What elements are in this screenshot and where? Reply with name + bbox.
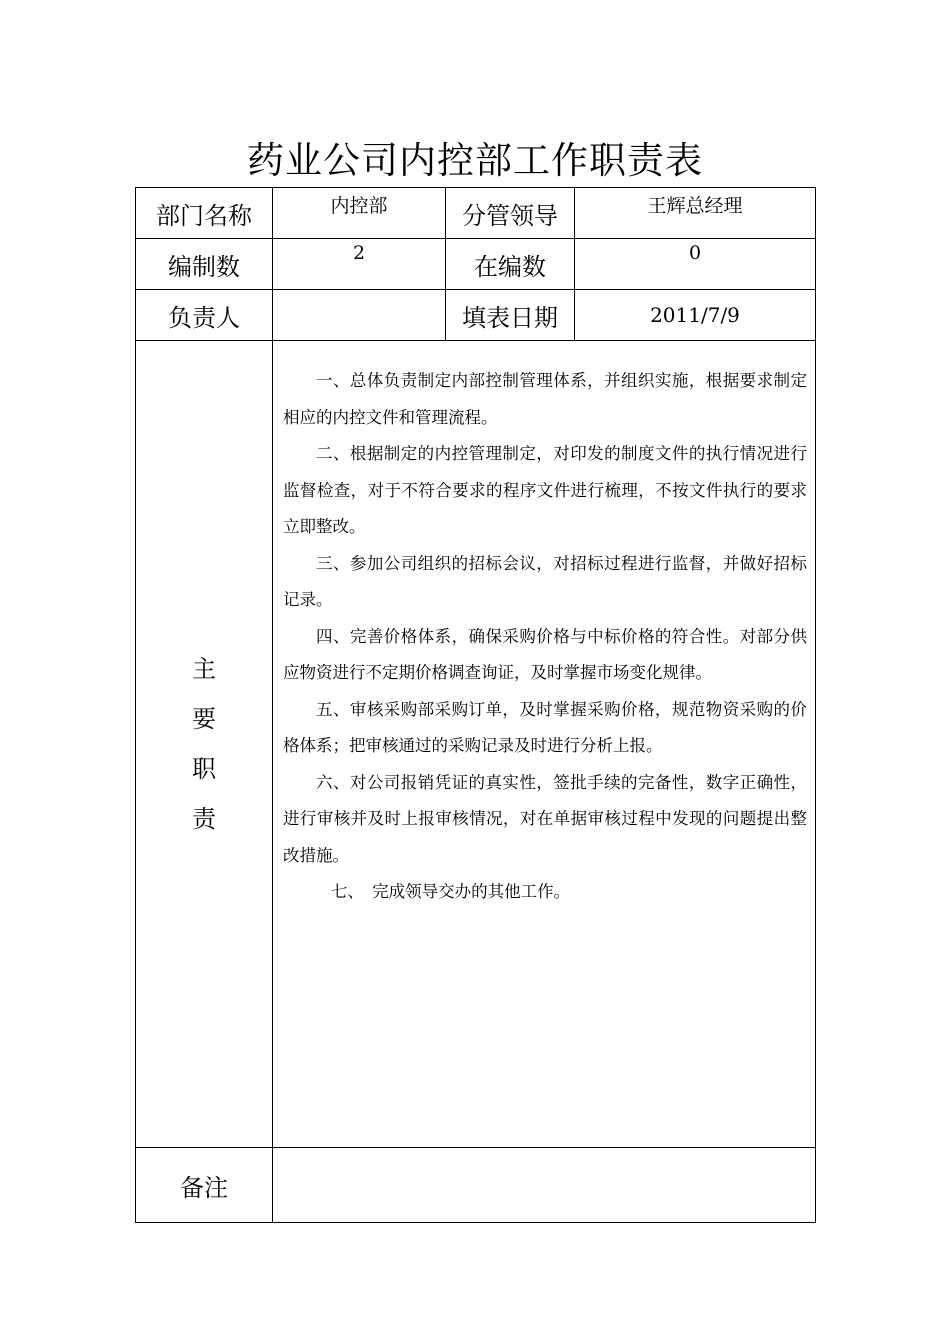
dept-label: 部门名称: [136, 188, 273, 239]
row-remarks: [136, 1148, 816, 1223]
date-label: 填表日期: [446, 290, 575, 341]
current-staff-label: 在编数: [446, 239, 575, 290]
duty-item: 二、根据制定的内控管理制定，对印发的制度文件的执行情况进行监督检查，对于不符合要求的程序文件进行梳理，不按文件执行的要求立即整改。: [283, 444, 807, 536]
duty-table: [135, 187, 816, 1223]
duty-item: 一、总体负责制定内部控制管理体系，并组织实施，根据要求制定相应的内控文件和管理流程。: [283, 371, 807, 427]
row-duties: [136, 341, 816, 1148]
remarks-value: [273, 1148, 816, 1223]
duties-label: [136, 341, 273, 1148]
row-department: [136, 188, 816, 239]
duty-item: 六、对公司报销凭证的真实性，签批手续的完备性，数字正确性，进行审核并及时上报审核情况，对在单据审核过程中发现的问题提出整改措施。: [283, 772, 807, 865]
owner-value: [273, 290, 446, 341]
duties-label-char: 主: [192, 655, 216, 683]
duties-content: [273, 341, 816, 1148]
leader-label: 分管领导: [446, 188, 575, 239]
duty-item: 四、完善价格体系，确保采购价格与中标价格的符合性。对部分供应物资进行不定期价格调查询证，及时掌握市场变化规律。: [283, 626, 807, 682]
row-staffing: [136, 239, 816, 290]
remarks-label: 备注: [136, 1148, 273, 1223]
dept-value: 内控部: [273, 188, 446, 239]
owner-label: 负责人: [136, 290, 273, 341]
date-value: 2011/7/9: [575, 290, 816, 341]
leader-value: 王辉总经理: [575, 188, 816, 239]
duties-label-char: 职: [192, 755, 216, 783]
duty-item: 五、审核采购部采购订单，及时掌握采购价格，规范物资采购的价格体系；把审核通过的采购记录及时进行分析上报。: [283, 699, 807, 755]
duty-item: 三、参加公司组织的招标会议，对招标过程进行监督，并做好招标记录。: [283, 553, 807, 609]
current-staff-value: 0: [575, 239, 816, 290]
staff-label: 编制数: [136, 239, 273, 290]
duty-item: 七、 完成领导交办的其他工作。: [330, 882, 571, 901]
row-owner: [136, 290, 816, 341]
page-title: 药业公司内控部工作职责表: [247, 139, 703, 182]
duties-label-char: 责: [192, 805, 216, 833]
staff-value: 2: [273, 239, 446, 290]
duties-label-char: 要: [192, 705, 216, 733]
